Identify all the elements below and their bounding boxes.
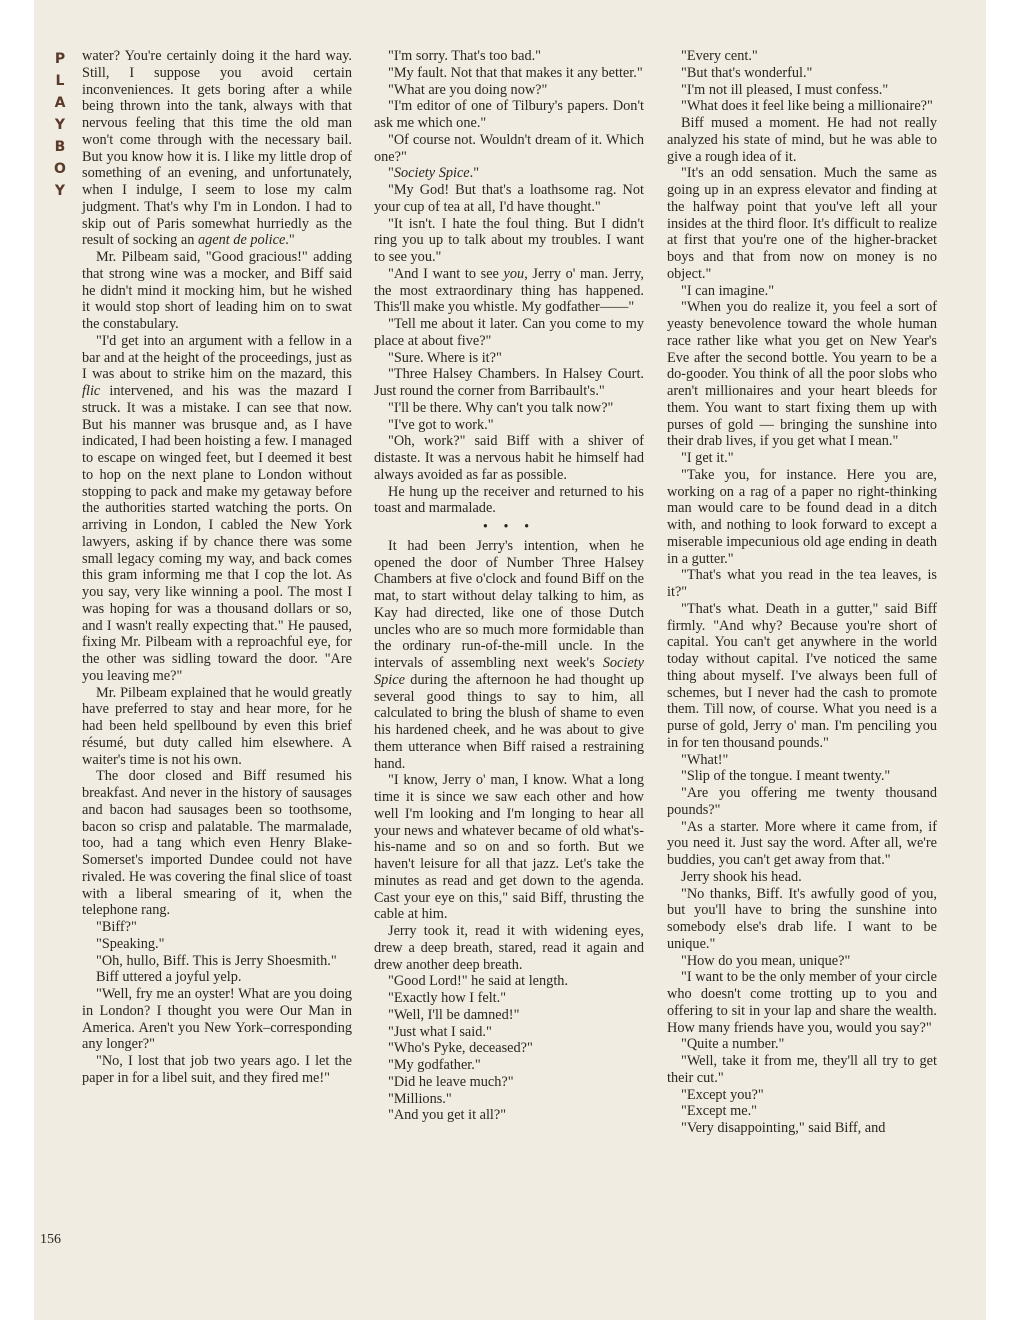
text-column-3 [667, 48, 937, 1137]
paragraph: "Take you, for instance. Here you are, working on a rag of a paper no right-thinking man would care to be found dead in a ditch with, and nothing to look forward to except a miserable impecunious old age ending in death in a gutter." [667, 466, 937, 567]
paragraph: "It's an odd sensation. Much the same as going up in an express elevator and finding at the halfway point that you've left all your insides at the third floor. It's difficult to realize at first that you're one of the higher-bracket boys and that from now on money is no object." [667, 165, 937, 282]
paragraph: "Millions." [388, 1090, 452, 1107]
paragraph: "Well, I'll be damned!" [388, 1006, 520, 1023]
paragraph: "Well, take it from me, they'll all try to get their cut." [667, 1053, 937, 1086]
paragraph: "I'm not ill pleased, I must confess." [681, 81, 889, 98]
paragraph: "Did he leave much?" [388, 1073, 514, 1090]
paragraph: "Good Lord!" he said at length. [388, 973, 569, 990]
paragraph: "That's what you read in the tea leaves, is it?" [667, 567, 937, 600]
paragraph: "Society Spice." [388, 165, 480, 182]
paragraph: "Oh, hullo, Biff. This is Jerry Shoesmith." [96, 952, 337, 969]
paragraph: Jerry took it, read it with widening eyes, drew a deep breath, stared, read it again and drew another deep breath. [374, 923, 644, 973]
section-break: • • • [482, 519, 536, 535]
paragraph: "What does it feel like being a millionaire?" [681, 98, 933, 115]
italic-text: flic [82, 383, 101, 399]
text-column-2 [374, 48, 644, 1124]
paragraph: "My fault. Not that that makes it any better." [388, 64, 643, 81]
masthead-letter: L [55, 73, 65, 89]
paragraph: "I can imagine." [681, 282, 775, 299]
paragraph: "As a starter. More where it came from, if you need it. Just say the word. After all, we're buddies, you can't get away from that." [667, 818, 937, 868]
paragraph: "I'd get into an argument with a fellow in a bar and at the height of the proceedings, just as I was about to strike him on the mazard, this flic intervened, and his was the mazard I struck. It was a mistake. I can see that now. But his manner was brusque and, as I have indicated, I had been hoisting a few. I managed to escape on winged feet, but I deemed it best to hop on the next plane to London without stopping to pack and make my getaway before the authorities started watching the ports. On arriving in London, I cabled the New York lawyers, asking if by chance there was some small legacy coming my way, and back comes this gram informing me that I cop the lot. As you say, very like winning a pool. The most I was hoping for was a thousand dollars or so, and I wasn't really expecting that." He paused, fixing Mr. Pilbeam with a reproachful eye, for the other was sidling toward the door. "Are you leaving me?" [82, 332, 352, 684]
paragraph: He hung up the receiver and returned to his toast and marmalade. [374, 483, 644, 517]
paragraph: The door closed and Biff resumed his breakfast. And never in the history of sausages and bacon had sausages been so toothsome, bacon so crisp and palatable. The marmalade, too, had a tang which even Henry Blake-Somerset's imported Dundee could not have rivaled. He was covering the final slice of toast with a liberal smearing of it, when the telephone rang. [82, 768, 352, 919]
masthead-letter: O [54, 161, 66, 177]
paragraph: "Slip of the tongue. I meant twenty." [681, 768, 891, 785]
paragraph: "Sure. Where is it?" [388, 349, 502, 366]
italic-text: Society Spice [374, 655, 644, 688]
paragraph: "Biff?" [96, 919, 137, 935]
masthead-letter: Y [54, 183, 66, 199]
paragraph: It had been Jerry's intention, when he opened the door of Number Three Halsey Chambers at five o'clock and found Biff on the mat, to start without delay talking to him, as Kay had directed, like one of those Dutch uncles who are so much more formidable than the ordinary run-of-the-mill uncle. In the intervals of assembling next week's Society Spice during the afternoon he had thought up several good things to say to him, all calculated to bring the blush of shame to even his hardened cheek, and he was about to give them utterance when Biff raised a restraining hand. [374, 537, 644, 772]
italic-text: you [503, 265, 525, 282]
paragraph: "I know, Jerry o' man, I know. What a long time it is since we saw each other and how well I'm looking and I'm longing to hear all your news and whatever became of old what's-his-name and so on and so forth. But we haven't leisure for all that jazz. Let's take the minutes as read and get down to the agenda. Cast your eye on this," said Biff, thrusting the cable at him. [374, 772, 644, 923]
paragraph: "How do you mean, unique?" [681, 952, 851, 969]
paragraph: "Except you?" [681, 1086, 764, 1103]
paragraph: "No, I lost that job two years ago. I let the paper in for a libel suit, and they fired me!" [82, 1053, 352, 1086]
paragraph: "Except me." [681, 1103, 757, 1120]
paragraph: "Who's Pyke, deceased?" [388, 1040, 533, 1057]
paragraph: "I've got to work." [388, 416, 494, 433]
paragraph: "Of course not. Wouldn't dream of it. Which one?" [374, 131, 644, 165]
paragraph: "Speaking." [96, 935, 165, 952]
paragraph: "I get it." [681, 450, 734, 466]
paragraph: "I'll be there. Why can't you talk now?" [388, 399, 614, 416]
paragraph: "Well, fry me an oyster! What are you doing in London? I thought you were Our Man in America. Aren't you New York–corresponding any longer?" [82, 986, 352, 1053]
masthead-letter: B [54, 139, 66, 155]
paragraph: "Quite a number." [681, 1036, 785, 1053]
italic-text: Society Spice [393, 165, 470, 182]
page-number: 156 [40, 1232, 61, 1247]
paragraph: "It isn't. I hate the foul thing. But I didn't ring you up to talk about my troubles. I want to see you." [374, 215, 644, 265]
masthead-vertical [50, 48, 70, 202]
paragraph: "When you do realize it, you feel a sort of yeasty benevolence toward the whole human race rather like what you get on New Year's Eve after the second bottle. You yearn to be a do-gooder. You think of all the poor slobs who aren't millionaires and your heart bleeds for them. You want to start fixing them up with purses of gold — bringing the sunshine into their drab lives, if you get what I mean." [667, 299, 937, 450]
page-margin-right [986, 0, 1020, 1320]
paragraph: "And you get it all?" [388, 1107, 507, 1124]
paragraph: "My godfather." [388, 1057, 481, 1073]
paragraph: Jerry shook his head. [681, 868, 802, 885]
paragraph: "Oh, work?" said Biff with a shiver of distaste. It was a nervous habit he himself had always avoided as far as possible. [374, 433, 644, 483]
text-column-1 [82, 48, 352, 1087]
paragraph: "Are you offering me twenty thousand pounds?" [667, 785, 937, 818]
paragraph: "I'm sorry. That's too bad." [388, 48, 542, 64]
paragraph: "Very disappointing," said Biff, and [681, 1120, 886, 1136]
masthead-letter: A [54, 95, 66, 111]
paragraph: Biff mused a moment. He had not really analyzed his state of mind, but he was able to give a rough idea of it. [667, 115, 937, 165]
paragraph: "No thanks, Biff. It's awfully good of you, but you'll have to bring the sunshine into somebody else's drab life. I want to be unique." [667, 885, 937, 952]
paragraph: "Every cent." [681, 48, 758, 64]
paragraph: "Exactly how I felt." [388, 990, 507, 1006]
paragraph: "What are you doing now?" [388, 81, 548, 98]
paragraph: "My God! But that's a loathsome rag. Not your cup of tea at all, I'd have thought." [374, 182, 644, 215]
paragraph: "Just what I said." [388, 1023, 492, 1040]
paragraph: "Three Halsey Chambers. In Halsey Court. Just round the corner from Barribault's." [374, 366, 644, 399]
paragraph: Biff uttered a joyful yelp. [96, 969, 242, 986]
paragraph: water? You're certainly doing it the hard way. Still, I suppose you avoid certain inconveniences. It gets boring after a while being thrown into the tank, always with that nervous feeling that this time the old man won't come through with the necessary bail. But you know how it is. I like my little drop of something of an evening, and unfortunately, when I indulge, I seem to lose my calm judgment. That's why I'm in London. I had to skip out of Paris somewhat hurriedly as the result of socking an agent de police." [82, 48, 352, 249]
paragraph: Mr. Pilbeam explained that he would greatly have preferred to stay and hear more, for he had been held spellbound by even this brief résumé, but duty called him elsewhere. A waiter's time is not his own. [82, 684, 352, 768]
paragraph: "What!" [681, 751, 729, 768]
paragraph: "But that's wonderful." [681, 64, 813, 81]
masthead-letter: P [54, 51, 66, 67]
paragraph: "Tell me about it later. Can you come to my place at about five?" [374, 316, 644, 349]
paragraph: "I want to be the only member of your circle who doesn't come trotting up to you and offering to sit in your lap and share the wealth. How many friends have you, would you say?" [667, 969, 937, 1036]
page-margin-left [0, 0, 34, 1320]
paragraph: "And I want to see you, Jerry o' man. Jerry, the most extraordinary thing has happened. This'll make you whistle. My godfather——" [374, 265, 644, 316]
paragraph: "I'm editor of one of Tilbury's papers. Don't ask me which one." [374, 98, 644, 131]
paragraph: "That's what. Death in a gutter," said Biff firmly. "And why? Because you're short of capital. You can't get anywhere in the world today without capital. I've noticed the same thing about myself. I've always been full of schemes, but I never had the cash to promote them. Till now, of course. What you need is a purse of gold, Jerry o' man. I'm penciling you in for ten thousand pounds." [667, 600, 937, 751]
italic-text: agent de police [197, 232, 286, 249]
masthead-letter: Y [54, 117, 66, 133]
paragraph: Mr. Pilbeam said, "Good gracious!" adding that strong wine was a mocker, and Biff said he didn't mind it mocking him, but he wished it would stop short of leading him on to swat the constabulary. [82, 249, 352, 332]
